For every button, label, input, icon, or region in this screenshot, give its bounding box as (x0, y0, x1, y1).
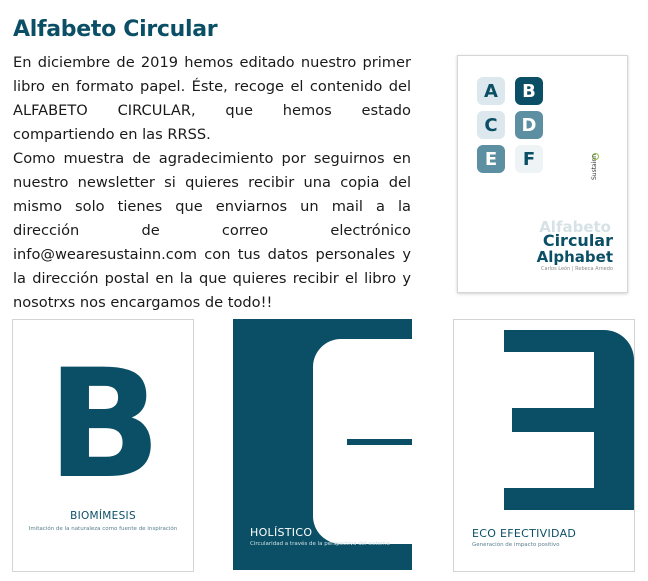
cover-title-line2: Alphabet (536, 248, 613, 266)
card-title: ECO EFECTIVIDAD (472, 527, 577, 540)
card-eco-efectividad-image (453, 319, 635, 572)
cover-tile-b: B (515, 77, 543, 105)
card-holistico-image (233, 319, 412, 570)
card-subtitle: Circularidad a través de la perspectiva del sistema (250, 541, 390, 547)
card-title: HOLÍSTICO (250, 526, 313, 539)
cover-tile-d: D (515, 111, 543, 139)
page-title: Alfabeto Circular (13, 16, 218, 42)
card-title: BIOMÍMESIS (70, 510, 136, 522)
card-subtitle: Generación de impacto positivo (472, 542, 560, 548)
cover-authors: Carlos León | Rebeca Arnedo (541, 266, 613, 272)
card-letter-b: B (47, 338, 162, 512)
card-subtitle: Imitación de la naturaleza como fuente de inspiración (28, 526, 178, 532)
cover-tile-a: A (477, 77, 505, 105)
cover-tile-f: F (515, 145, 543, 173)
cover-tile-e: E (477, 145, 505, 173)
cover-title-line1: Circular (542, 231, 613, 250)
cover-title-es: Alfabeto (539, 218, 611, 236)
book-cover-image (457, 55, 628, 293)
intro-paragraph: En diciembre de 2019 hemos editado nuestro primer libro en formato papel. Éste, recoge el contenido del ALFABETO CIRCULAR, que hemos estado compartiendo en las RRSS. (13, 54, 411, 143)
instructions-paragraph: Como muestra de agradecimiento por seguirnos en nuestro newsletter si quieres recibir una copia del mismo solo tienes que enviarnos un mail a la dirección de correo electrónico info@wearesustainn.com con tus datos personales y la dirección postal en la que quieres recibir el libro y nosotrxs nos encargamos de todo!! (13, 150, 411, 311)
brand-logo: Sustainn (591, 154, 598, 181)
card-biomimesis-image (12, 319, 194, 572)
cover-tile-c: C (477, 111, 505, 139)
